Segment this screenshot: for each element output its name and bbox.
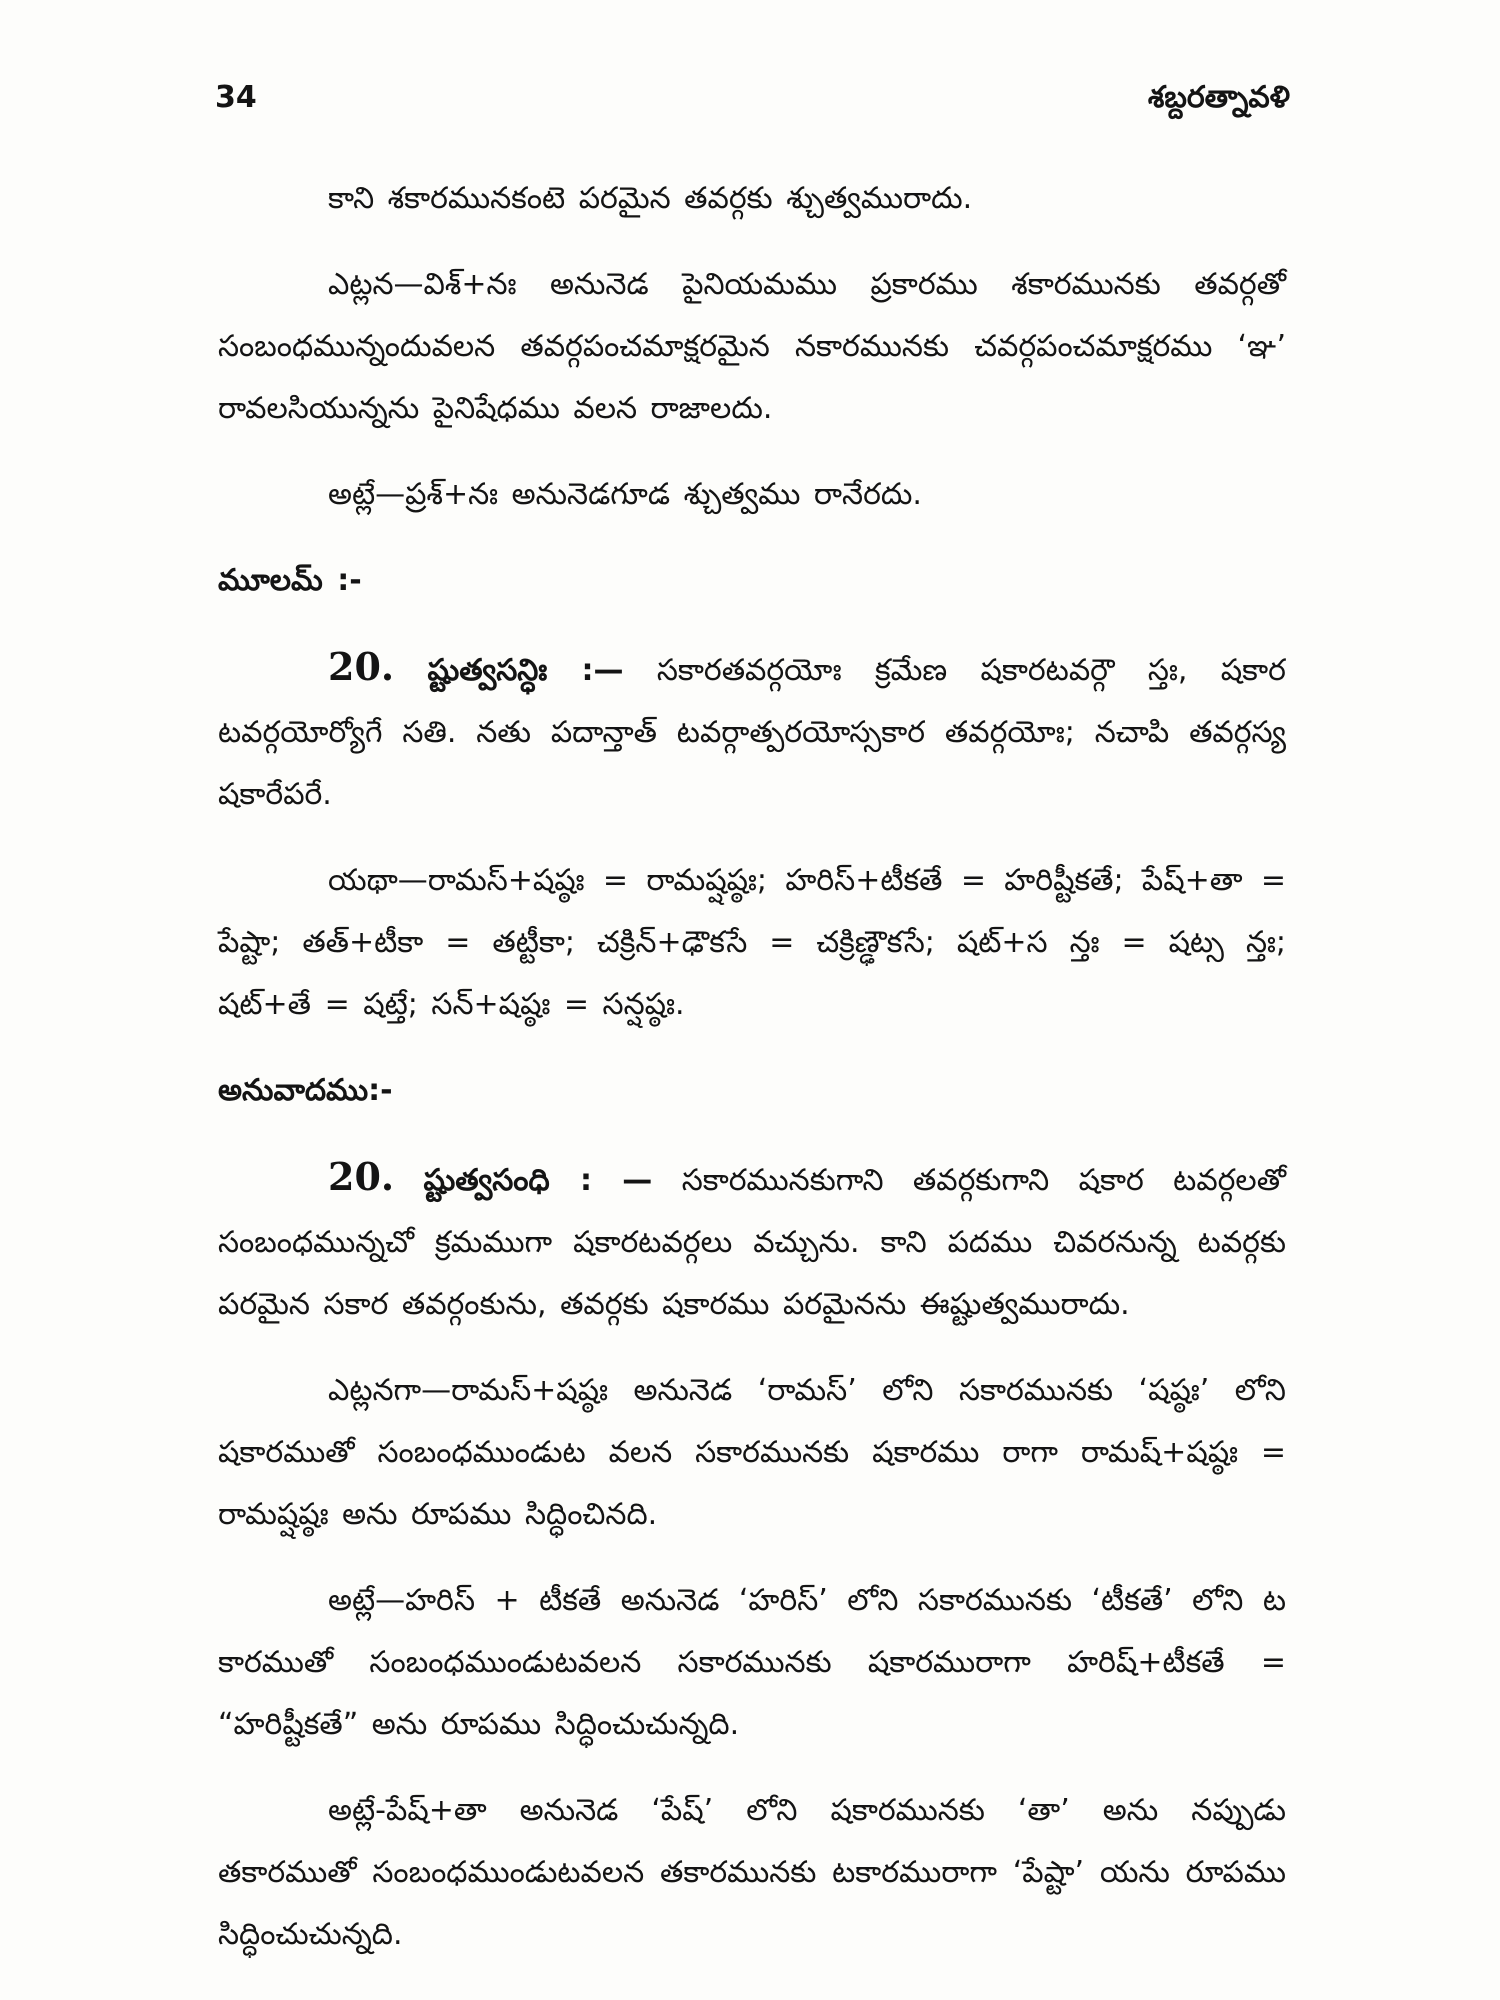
rule-number: 20. [328,644,395,689]
rule-name: ష్టుత్వసన్ధిః :— [427,653,624,688]
sutra-paragraph [218,636,1286,826]
paragraph: అట్లే-పేష్+తా అనునెడ ‘పేష్’ లోని షకారమునకు ‘తా’ అను నప్పుడు తకారముతో సంబంధముండుటవలన తకారమునకు టకారమురాగా ‘పేష్టా’ యను రూపము సిద్ధించుచున్నది. [218,1793,1286,1952]
rule-name: ష్టుత్వసంధి : — [423,1163,653,1198]
paragraph: ఎట్లనగా—రామస్+షష్ఠః అనునెడ ‘రామస్’ లోని సకారమునకు ‘షష్ఠః’ లోని షకారముతో సంబంధముండుట వలన సకారమునకు షకారము రాగా రామష్+షష్ఠః = రామష్షష్ఠః అను రూపము సిద్ధించినది. [218,1373,1286,1532]
translation-paragraph [218,1146,1286,1336]
rule-number: 20. [328,1154,395,1199]
running-title: శబ్దరత్నావళి [1147,80,1290,115]
paragraph: అట్లే—ప్రశ్+నః అనునెడగూడ శ్చుత్వము రానేరదు. [328,477,922,512]
paragraph: కాని శకారమునకంటె పరమైన తవర్గకు శ్చుత్వమురాదు. [328,181,973,216]
paragraph: అట్లే—హరిస్ + టీకతే అనునెడ ‘హరిస్’ లోని సకారమునకు ‘టీకతే’ లోని ట కారముతో సంబంధముండుటవలన సకారమునకు షకారమురాగా హరిష్+టీకతే = “హరిష్టీకతే” అను రూపము సిద్ధించుచున్నది. [218,1583,1286,1742]
examples-paragraph: యథా—రామస్+షష్ఠః = రామష్షష్ఠః; హరిస్+టీకతే = హరిష్టీకతే; పేష్+తా = పేష్టా; తత్+టీకా = తట్టీకా; చక్రిన్+ఢౌకసే = చక్రిణ్ఢౌకసే; షట్+స న్తః = షట్స న్తః; షట్+తే = షట్తే; సన్+షష్ఠః = సన్షష్ఠః. [218,863,1286,1022]
section-heading-anuvadamu: అనువాదము:- [218,1073,393,1108]
page-body [218,168,1286,1990]
paragraph: ఎట్లన—విశ్+నః అనునెడ పైనియమము ప్రకారము శకారమునకు తవర్గతో సంబంధమున్నందువలన తవర్గపంచమాక్షరమైన నకారమునకు చవర్గపంచమాక్షరము ‘ఞ’ రావలసియున్నను పైనిషేధము వలన రాజాలదు. [218,267,1286,426]
section-heading-mulam: మూలమ్ :- [218,563,362,598]
page-header [215,80,1290,130]
rule-text: సకారతవర్గయోః క్రమేణ షకారటవర్గౌ స్తః, షకార టవర్గయోర్యోగే సతి. నతు పదాన్తాత్ టవర్గాత్పరయోస్సకార తవర్గయోః; నచాపి తవర్గస్య షకారేపరే. [218,653,1286,812]
rule-text: సకారమునకుగాని తవర్గకుగాని షకార టవర్గలతో సంబంధమున్నచో క్రమముగా షకారటవర్గలు వచ్చును. కాని పదము చివరనున్న టవర్గకు పరమైన సకార తవర్గంకును, తవర్గకు షకారము పరమైనను ఈష్టుత్వమురాదు. [218,1163,1286,1322]
page-number: 34 [215,80,257,115]
